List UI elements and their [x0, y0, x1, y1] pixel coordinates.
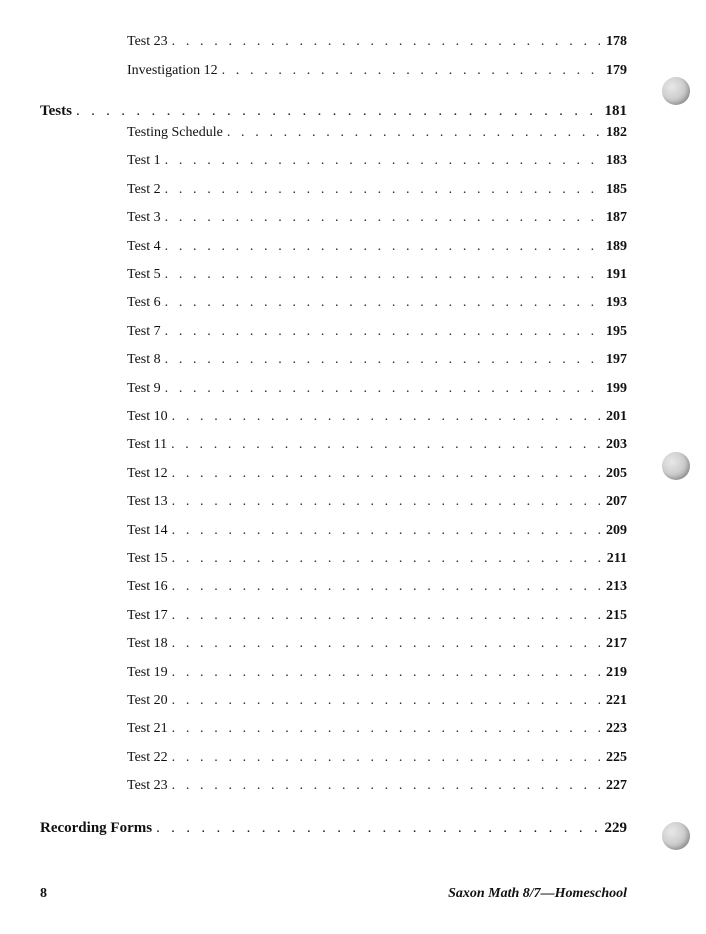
toc-entry: [127, 210, 627, 226]
toc-entry: [127, 778, 627, 794]
toc-entry-page: 207: [606, 494, 627, 510]
toc-entry-label: Test 16: [127, 579, 168, 595]
dot-leader: [172, 693, 600, 709]
punch-hole-decoration: [662, 77, 690, 105]
toc-entry-page: 219: [606, 664, 627, 680]
dot-leader: [165, 210, 600, 226]
toc-entry-page: 185: [606, 181, 627, 197]
toc-entry: [127, 409, 627, 425]
dot-leader: [165, 267, 600, 283]
toc-entry-page: 211: [606, 551, 627, 566]
toc-entry: [127, 381, 627, 397]
toc-entry-label: Test 23: [127, 778, 168, 794]
dot-leader: [227, 125, 600, 141]
dot-leader: [165, 153, 600, 169]
dot-leader: [156, 820, 598, 837]
toc-entry-page: 213: [606, 579, 627, 595]
dot-leader: [172, 721, 600, 737]
footer-book-title: Saxon Math 8/7—Homeschool: [448, 886, 627, 901]
toc-entry: [127, 579, 627, 595]
toc-entry-label: Test 20: [127, 693, 168, 708]
toc-entry-label: Test 15: [127, 551, 168, 566]
toc-entry-label: Test 21: [127, 721, 168, 737]
dot-leader: [165, 182, 600, 198]
toc-entry-page: 179: [606, 63, 627, 78]
toc-section-page: 229: [604, 820, 627, 836]
dot-leader: [172, 551, 601, 567]
toc-entry-page: 195: [606, 323, 627, 339]
toc-entry: [127, 466, 627, 482]
toc-entry-page: 197: [606, 352, 627, 368]
toc-entry-label: Testing Schedule: [127, 125, 223, 140]
toc-entry-page: 183: [606, 153, 627, 169]
dot-leader: [172, 750, 600, 766]
toc-entry-label: Test 13: [127, 494, 168, 510]
dot-leader: [165, 295, 600, 311]
toc-entry-label: Test 9: [127, 380, 161, 396]
toc-entry-page: 199: [606, 380, 627, 396]
toc-entry-page: 227: [606, 778, 627, 794]
toc-entry: [127, 267, 627, 283]
toc-entry-label: Test 11: [127, 437, 168, 453]
toc-entry: [127, 295, 627, 311]
toc-entry: [127, 125, 627, 141]
toc-entry-page: 225: [606, 749, 627, 765]
dot-leader: [172, 34, 600, 50]
punch-hole-decoration: [662, 452, 690, 480]
dot-leader: [172, 466, 600, 482]
toc-entry-page: 201: [606, 409, 627, 424]
toc-section-label: Tests: [40, 103, 72, 119]
toc-entry: [127, 182, 627, 198]
toc-section-recording-forms: [40, 820, 627, 837]
toc-section-label: Recording Forms: [40, 820, 153, 836]
toc-section-page: 181: [604, 103, 627, 119]
toc-entry-label: Test 12: [127, 465, 168, 481]
toc-entry-page: 191: [606, 267, 627, 282]
toc-entry-page: 215: [606, 607, 627, 623]
toc-entry: [127, 352, 627, 368]
toc-entry: [127, 523, 627, 539]
dot-leader: [172, 778, 600, 794]
dot-leader: [165, 381, 600, 397]
dot-leader: [172, 494, 600, 510]
toc-entry-label: Test 2: [127, 181, 161, 197]
toc-entry-page: 203: [606, 437, 627, 453]
toc-entry-page: 187: [606, 210, 627, 226]
toc-entry: [127, 437, 627, 453]
toc-entry: [127, 494, 627, 510]
toc-entry: [127, 324, 627, 340]
toc-entry-label: Test 5: [127, 267, 161, 282]
toc-entry-label: Test 23: [127, 34, 168, 49]
toc-entry-page: 178: [606, 34, 627, 49]
toc-entry: [127, 636, 627, 652]
toc-entry: [127, 63, 627, 79]
toc-entry-page: 217: [606, 636, 627, 652]
footer-page-number: 8: [40, 886, 47, 901]
toc-entry-label: Test 17: [127, 607, 168, 623]
toc-entry-page: 221: [606, 693, 627, 708]
dot-leader: [172, 665, 600, 681]
toc-entry: [127, 608, 627, 624]
toc-entry-label: Test 22: [127, 749, 168, 765]
toc-entry-label: Test 4: [127, 238, 161, 254]
toc-entry-label: Test 18: [127, 636, 168, 652]
toc-entry-page: 205: [606, 465, 627, 481]
toc-entry-label: Test 19: [127, 664, 168, 680]
dot-leader: [165, 324, 600, 340]
toc-entry-label: Test 10: [127, 409, 168, 424]
dot-leader: [172, 409, 600, 425]
toc-entry: [127, 750, 627, 766]
dot-leader: [165, 352, 600, 368]
toc-entry: [127, 693, 627, 709]
toc-entry-page: 182: [606, 125, 627, 140]
toc-entry: [127, 239, 627, 255]
dot-leader: [171, 437, 600, 453]
toc-entry: [127, 721, 627, 737]
toc-entry-label: Test 3: [127, 210, 161, 226]
toc-entry-label: Test 6: [127, 295, 161, 311]
dot-leader: [222, 63, 600, 79]
toc-entry: [127, 551, 627, 567]
toc-entry-label: Test 7: [127, 323, 161, 339]
toc-entry-label: Test 8: [127, 352, 161, 368]
toc-section-tests: [40, 103, 627, 120]
dot-leader: [172, 523, 600, 539]
toc-entry: [127, 665, 627, 681]
toc-entry-label: Test 1: [127, 153, 161, 169]
punch-hole-decoration: [662, 822, 690, 850]
toc-entry-page: 189: [606, 238, 627, 254]
dot-leader: [172, 579, 600, 595]
dot-leader: [172, 636, 600, 652]
toc-entry: [127, 34, 627, 50]
toc-entry: [127, 153, 627, 169]
toc-entry-page: 209: [606, 522, 627, 538]
toc-entry-page: 193: [606, 295, 627, 311]
toc-entry-label: Test 14: [127, 522, 168, 538]
toc-entry-label: Investigation 12: [127, 63, 218, 78]
toc-entry-page: 223: [606, 721, 627, 737]
dot-leader: [165, 239, 600, 255]
dot-leader: [172, 608, 600, 624]
dot-leader: [76, 103, 599, 120]
